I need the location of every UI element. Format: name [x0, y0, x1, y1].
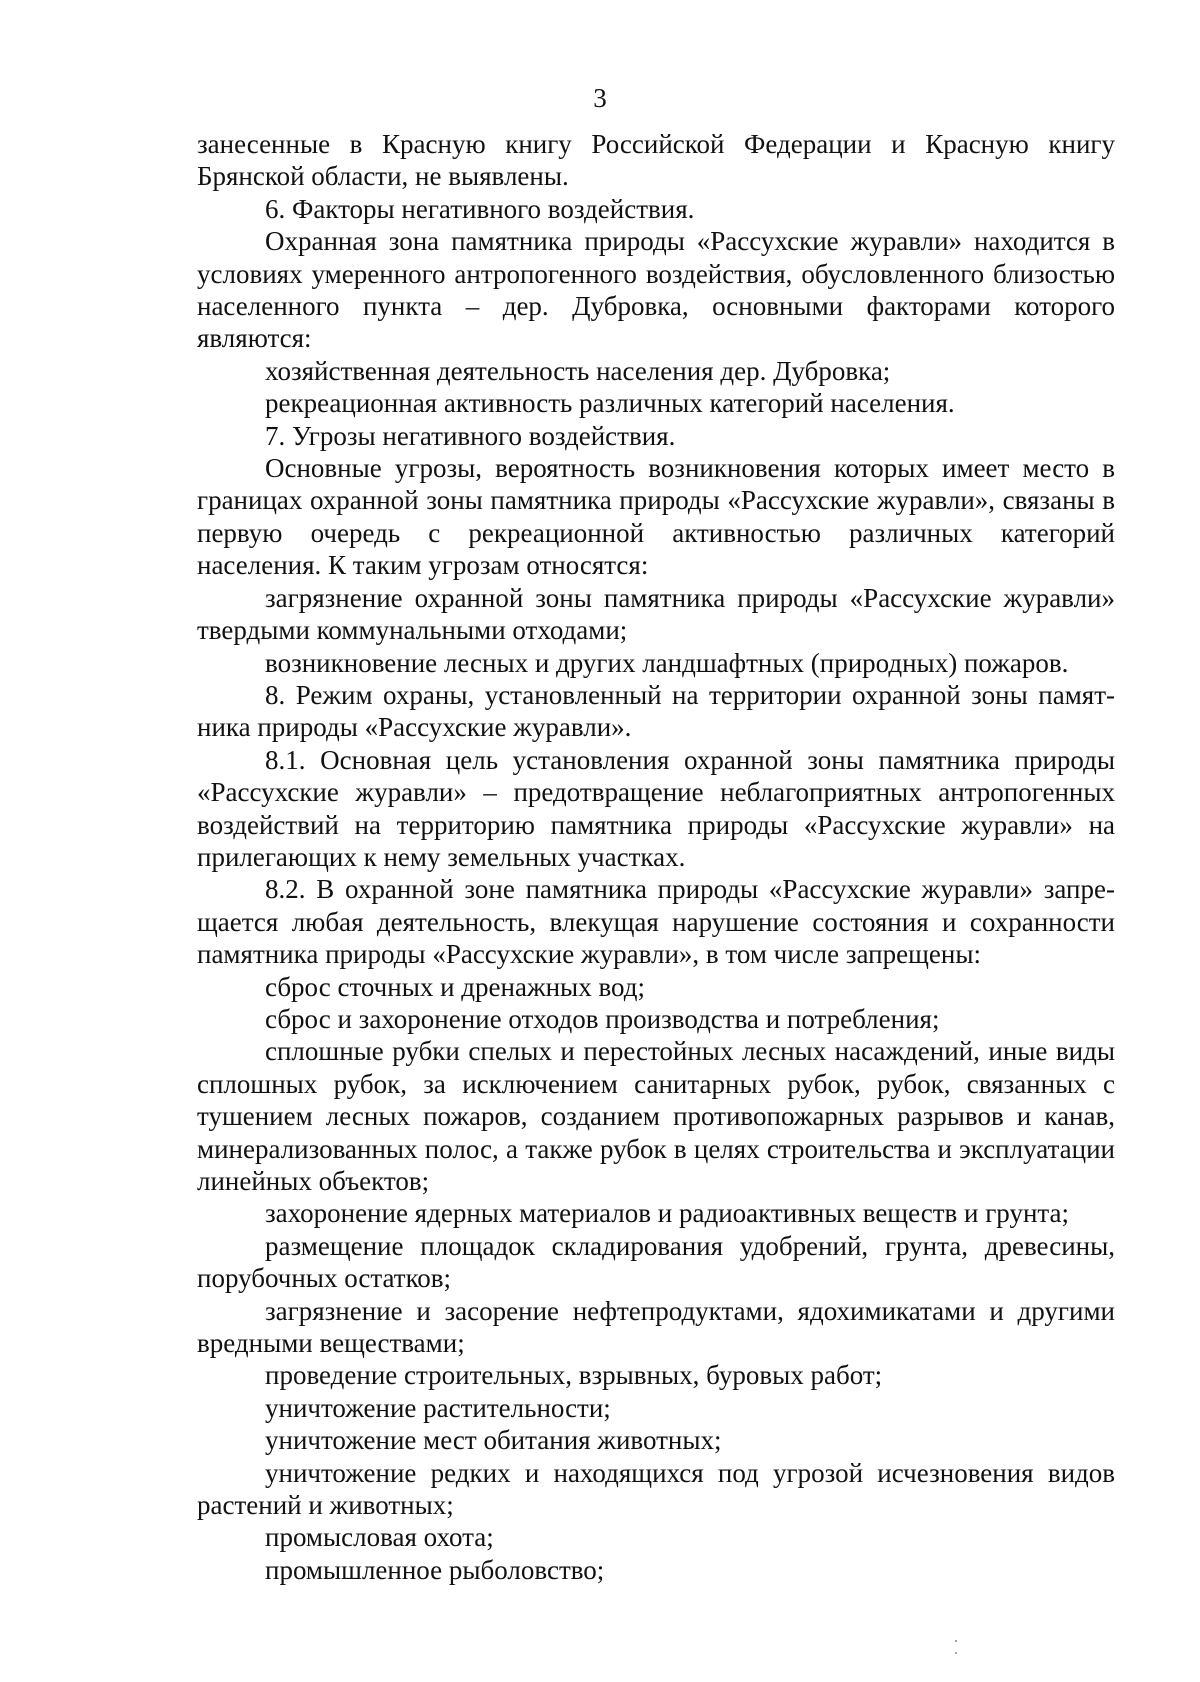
- list-item-commercial-hunting: промысловая охота;: [265, 1522, 494, 1553]
- paragraph-8-1-main-goal: 8.1. Основная цель установления охранной зоны памятника природы «Рассухские журавли» – предотвращение неблагоприятных антропогенных воздействий на территорию памятника природы «Рассухские журавли» на прилегающих к нему земельных участках.: [197, 744, 1115, 872]
- list-item-waste-disposal: сброс и захоронение отходов производства и потребления;: [265, 1003, 940, 1034]
- list-item-economic-activity: хозяйственная деятельность населения дер. Дубровка;: [265, 355, 891, 386]
- paragraph-main-threats: Основные угрозы, вероятность возникновения которых имеет место в границах охранной зоны памятника природы «Рассухские журавли», связаны в первую очередь с рекреационной активностью различных категорий населения. К таким угрозам относятся:: [197, 453, 1115, 581]
- list-item-waste-pollution: загрязнение охранной зоны памятника природы «Рассухские журавли» твердыми коммунальными отходами;: [197, 582, 1115, 646]
- scan-speck: [955, 1652, 957, 1654]
- list-item-wastewater: сброс сточных и дренажных вод;: [265, 971, 645, 1002]
- paragraph-protection-zone-conditions: Охранная зона памятника природы «Рассухские журавли» находится в условиях умеренного антропогенного воздействия, обусловленного близостью населенного пункта – дер. Дубровка, основными факторами которого являются:: [197, 226, 1115, 354]
- scan-speck: [955, 1640, 957, 1642]
- list-item-fires: возникновение лесных и других ландшафтных (природных) пожаров.: [265, 647, 1069, 678]
- list-item-habitat-destruction: уничтожение мест обитания животных;: [265, 1425, 722, 1456]
- document-body: [197, 128, 1115, 1586]
- list-item-storage-sites: размещение площадок складирования удобрений, грунта, древесины, порубочных остатков;: [197, 1230, 1115, 1294]
- page-number: 3: [593, 83, 607, 113]
- list-item-nuclear-burial: захоронение ядерных материалов и радиоактивных веществ и грунта;: [265, 1198, 1070, 1229]
- list-item-rare-species-destruction: уничтожение редких и находящихся под угрозой исчезновения видов растений и животных;: [197, 1457, 1115, 1521]
- paragraph-8-2-prohibitions: 8.2. В охранной зоне памятника природы «Рассухские журавли» запрещается любая деятельность, влекущая нарушение состояния и сохранности памятника природы «Рассухские журавли», в том числе запрещены:: [197, 874, 1115, 970]
- list-item-chemical-pollution: загрязнение и засорение нефтепродуктами, ядохимикатами и другими вредными веществами;: [197, 1295, 1115, 1359]
- list-item-construction-works: проведение строительных, взрывных, буровых работ;: [265, 1360, 883, 1391]
- list-item-industrial-fishing: промышленное рыболовство;: [265, 1554, 605, 1585]
- section-heading-negative-factors: 6. Факторы негативного воздействия.: [265, 193, 695, 224]
- list-item-clear-cutting: сплошные рубки спелых и перестойных лесных насаждений, иные виды сплошных рубок, за исключением санитарных рубок, рубок, связанных с тушением лесных пожаров, созданием противопожарных разрывов и канав, минерализованных полос, а также рубок в целях строительства и эксплуатации линейных объектов;: [197, 1036, 1115, 1196]
- section-heading-protection-regime: 8. Режим охраны, установленный на территории охранной зоны памятника природы «Рассухские журавли».: [197, 679, 1115, 743]
- list-item-vegetation-destruction: уничтожение растительности;: [265, 1392, 611, 1423]
- list-item-recreational-activity: рекреационная активность различных категорий населения.: [265, 388, 955, 419]
- paragraph-intro-continuation: занесенные в Красную книгу Российской Федерации и Красную книгу Брянской области, не выявлены.: [197, 129, 1115, 192]
- section-heading-threats: 7. Угрозы негативного воздействия.: [265, 420, 676, 451]
